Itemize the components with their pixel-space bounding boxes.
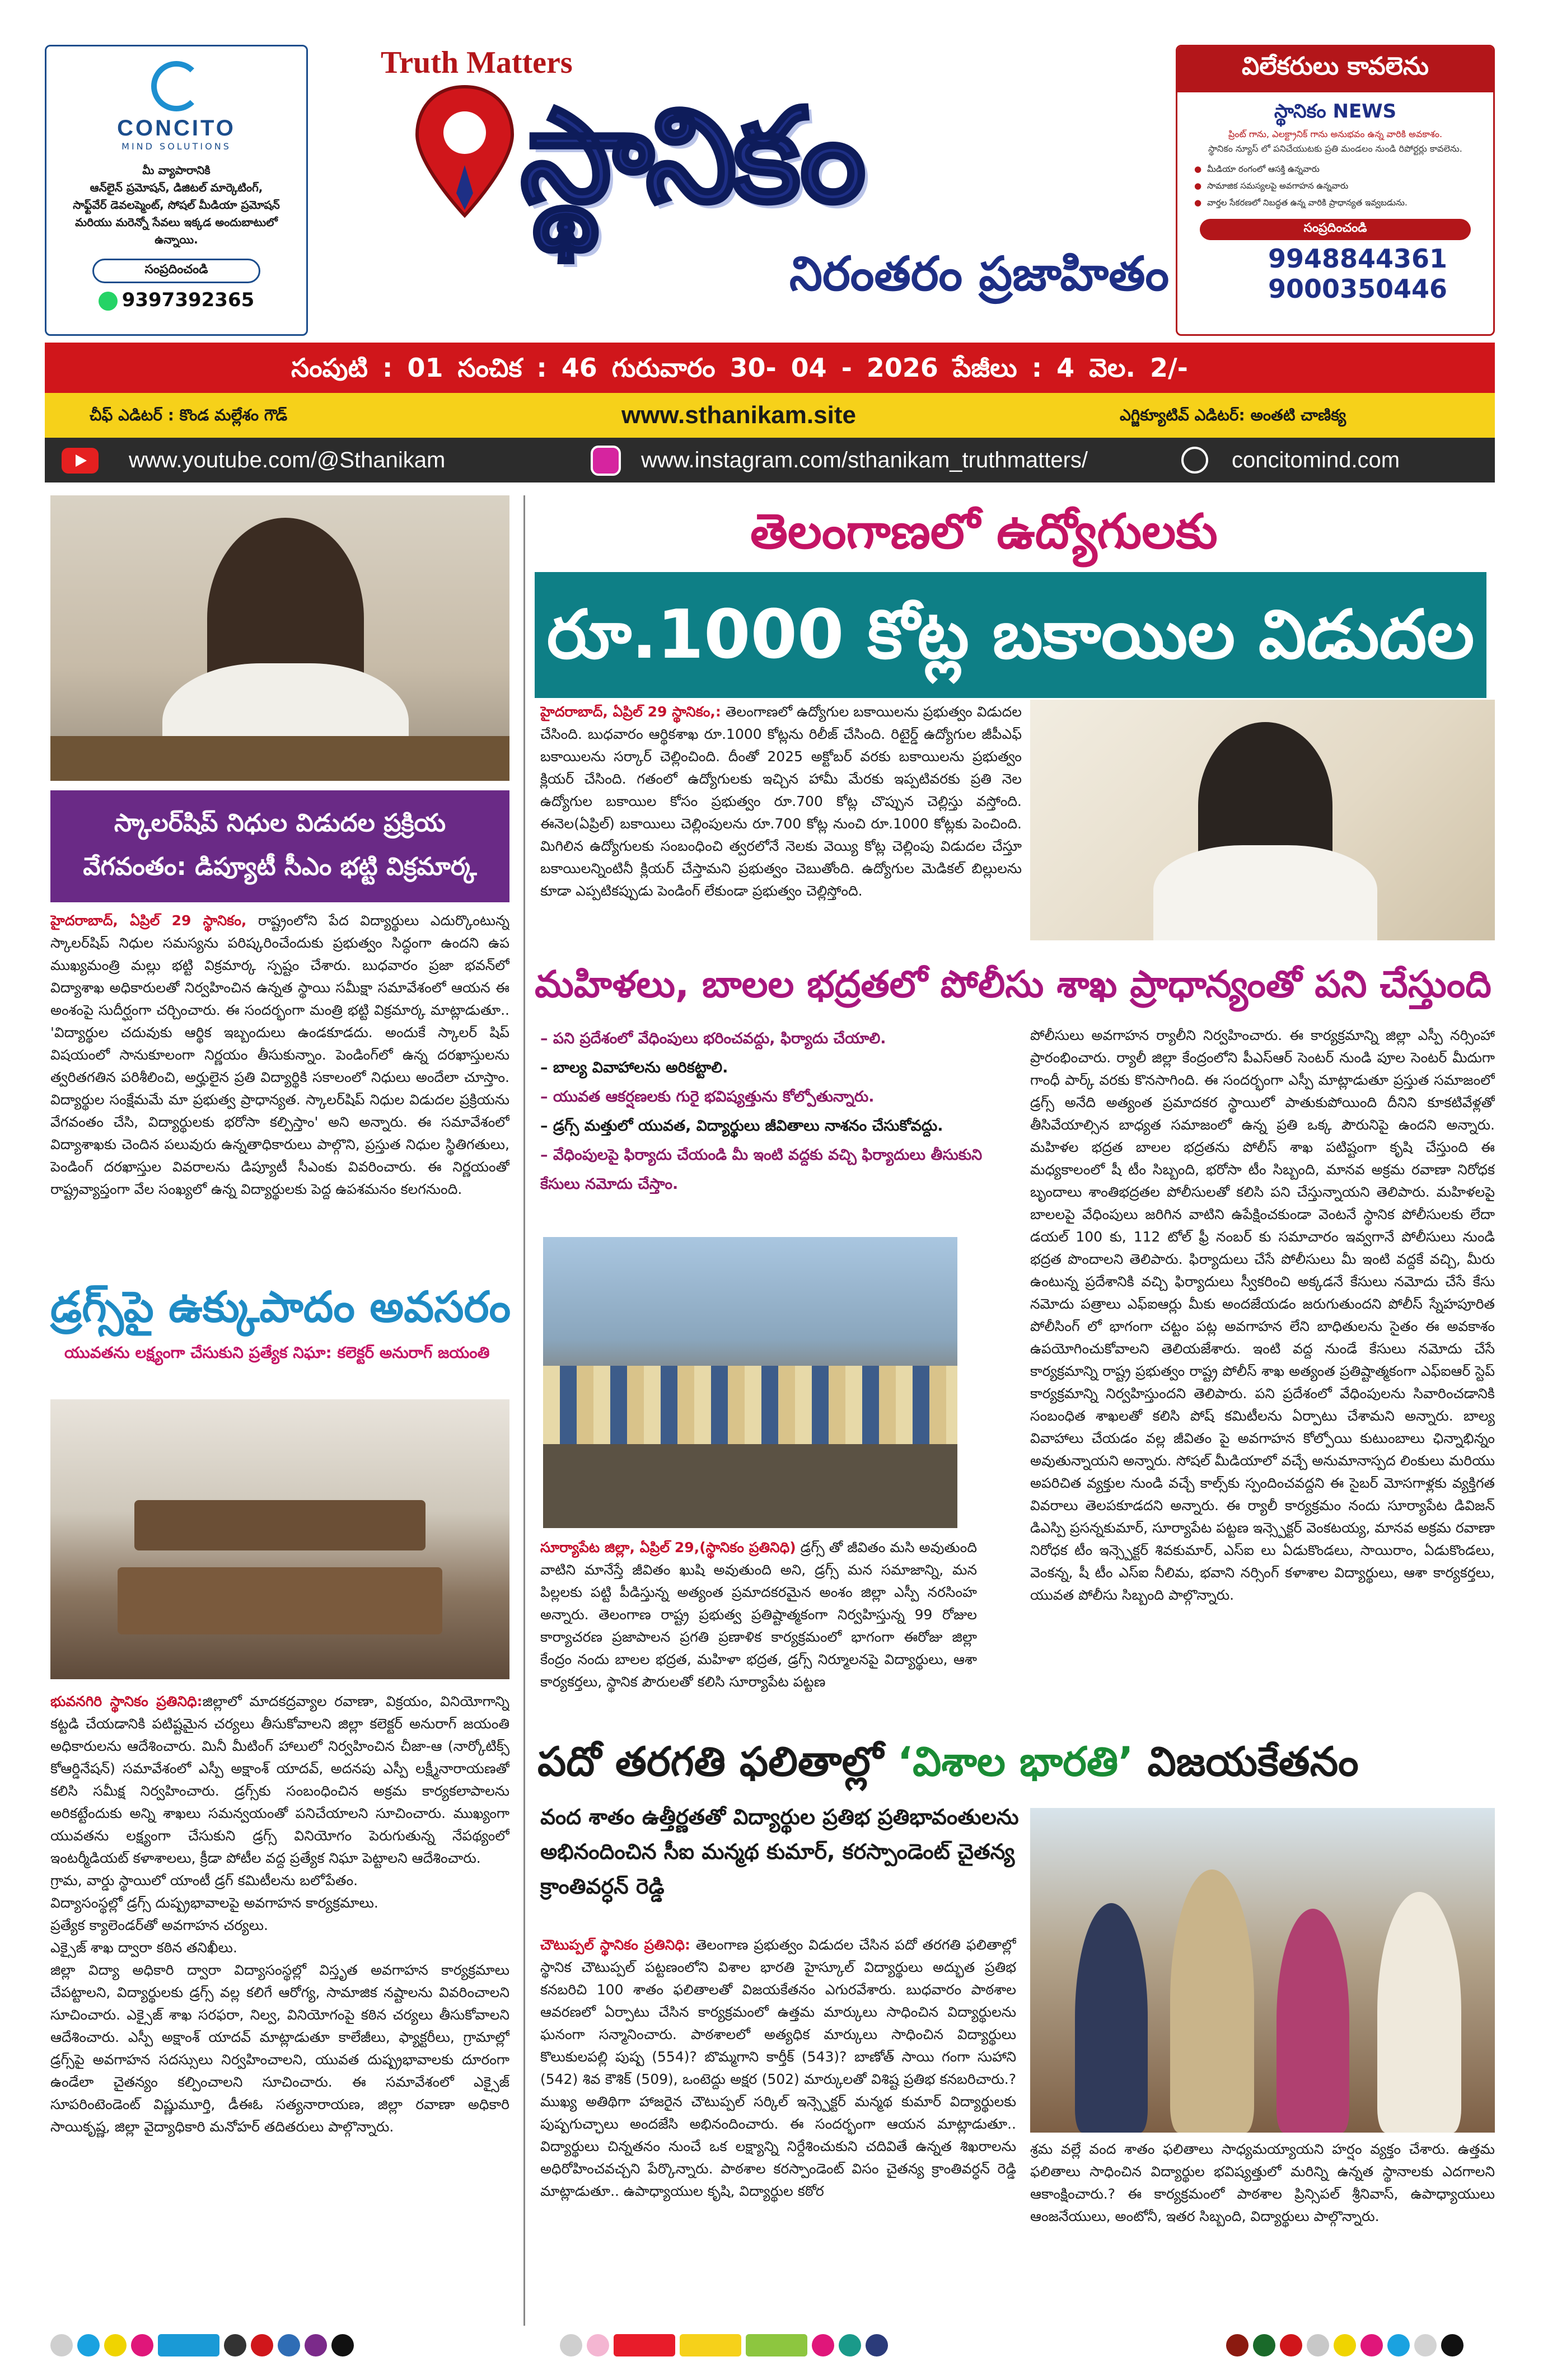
ad-line: మరియు మరెన్నో సేవలు ఇక్కడ అందుబాటులో ఉన్నాయి. xyxy=(75,215,278,246)
reporters-wanted-ad xyxy=(1176,45,1495,336)
list-item: ● వార్తల సేకరణలో నిబద్ధత ఉన్న వారికి ప్రాధాన్యత ఇవ్వబడును. xyxy=(1194,194,1476,211)
concito-brand: CONCITO xyxy=(117,116,236,140)
drugs-headline: డ్రగ్స్‌పై ఉక్కుపాదం అవసరం xyxy=(50,1282,511,1332)
arrears-body xyxy=(540,701,1022,947)
dateline: చౌటుప్పల్ స్థానికం ప్రతినిధి: xyxy=(540,1937,690,1953)
collector-meeting-photo xyxy=(50,1399,509,1679)
article-text: పోలీసులు అవగాహన ర్యాలీని నిర్వహించారు. ఈ కార్యక్రమాన్ని జిల్లా ఎస్పీ నర్సింహా ప్రారంభించారు. ర్యాలీ జిల్లా కేంద్రంలోని పీఎస్ఆర్ సెంటర్ నుండి పూల సెంటర్ మీదుగా గాంధీ పార్క్ వరకు కొనసాగింది. ఈ సందర్భంగా ఎస్పీ మాట్లాడుతూ ప్రస్తుత సమాజంలో డ్రగ్స్ అనేది అత్యంత ప్రమాదకర స్థాయిలో పాతుకుపోయింది దీనిని కూకటివేళ్లతో తీసివేయాల్సిన బాధ్యత సమాజంలో ఉన్న ప్రతి ఒక్క పౌరునిపై ఉందని అన్నారు. మహిళల భద్రత బాలల భద్రతను పోలీస్ శాఖ పటిష్టంగా కృషి చేస్తుంది ఈ మధ్యకాలంలో షీ టీం సిబ్బంది, భరోసా టీం సిబ్బంది, మానవ అక్రమ రవాణా నిరోధక బృందాలు శాంతిభద్రతల పోలీసులతో కలిసి పని చేస్తున్నాయని తెలిపారు. మహిళలపై బాలలపై వేధింపులు జరిగిన వాటిని ఉపేక్షించకుండా వెంటనే స్థానిక పోలీసులకు లేదా డయల్ 100 కు, 112 టోల్ ఫ్రీ నంబర్ కు సమాచారం ఇవ్వగానే పోలీసులు నుండి భద్రత పొందాలని తెలిపారు. ఫిర్యాదులు చేసే పోలీసులు మీ ఇంటి వద్దకే వచ్చి, మీరు ఉంటున్న ప్రదేశానికి వచ్చి ఫిర్యాదులు స్వీకరించి అక్కడనే కేసులు నమోదు చేసే కేసు నమోదు పత్రాలు ఎఫ్ఐఆర్లు మీకు అందజేయడం జరుగుతుందని పోలీస్ స్నేహపూరిత పోలీసింగ్ లో భాగంగా చట్టం పట్ల అవగాహన లేని బాధితులను సైతం ఈ అవకాశం ఉపయోగించుకోవాలని తెలియజేశారు. ఇంటి వద్ద నుండే కేసులు నమోదు చేసే కార్యక్రమాన్ని రాష్ట్ర ప్రభుత్వం రాష్ట్ర పోలీస్ శాఖ అత్యంత ప్రతిష్టాత్మకంగా ఎఫ్ఐఆర్ స్టెప్ కార్యక్రమాన్ని నిర్వహిస్తుందని తెలిపారు. పని ప్రదేశంలో వేధింపులను సివారించడానికి సంబంధిత శాఖలతో కలిసి పోష్ కమిటీలను ఏర్పాటు చేశామని అన్నారు. బాల్య వివాహాలు చేయడం వల్ల జీవితం పై అవగాహన కోల్పోయి కుటుంబాలు ఛిన్నాభిన్నం అవుతున్నాయని అన్నారు. సోషల్ మీడియాలో వచ్చే అనుమానాస్పద లింకులు మరియు అపరిచిత వ్యక్తుల నుండి వచ్చే కాల్స్‌కు స్పందించవద్దని ఈ సైబర్ మోసగాళ్లకు వ్యక్తిగత వివరాలు తెలపకూడదని అన్నారు. ఈ ర్యాలీ కార్యక్రమం నందు సూర్యాపేట డివిజన్ డిఎస్పి ప్రసన్నకుమార్, సూర్యాపేట పట్టణ ఇన్స్పెక్టర్ వెంకటయ్య, మానవ అక్రమ రవాణా నిరోధక టీం ఇన్స్పెక్టర్ శివకుమార్, ఎస్ఐ లు ఏడుకొండలు, సాయిరాం, ఏడుకొండలు, వెంకన్న, షీ టీం ఎస్ఐ నీలిమ, భవాని నర్సింగ్ కళాశాల విద్యార్థులు, ఆశా కార్యకర్తలు, యువత పోలీసు సిబ్బంది పాల్గొన్నారు. xyxy=(1030,1027,1495,1603)
concito-brand-sub: MIND SOLUTIONS xyxy=(121,141,231,152)
reporters-ad-text: స్థానికం న్యూస్ లో పనిచేయుటకు ప్రతి మండలం నుండి రిపోర్టర్లు కావలెను. xyxy=(1208,143,1462,154)
scholarship-body xyxy=(50,910,509,1268)
site-link[interactable]: concitomind.com xyxy=(1232,448,1400,472)
list-item: – డ్రగ్స్ మత్తులో యువత, విద్యార్థులు జీవితాలు నాశనం చేసుకోవద్దు. xyxy=(540,1112,1016,1141)
list-item: – పని ప్రదేశంలో వేధింపులు భరించవద్దు, ఫిర్యాదు చేయాలి. xyxy=(540,1024,1016,1053)
drugs-body xyxy=(50,1690,509,2323)
ad-line: మీ వ్యాపారానికి xyxy=(142,163,211,177)
article-text: జిల్లా విద్యా అధికారి ద్వారా విద్యాసంస్థల్లో విస్తృత అవగాహన కార్యక్రమాలు చేపట్టాలని, విద్యార్థులకు డ్రగ్స్ వల్ల కలిగే ఆరోగ్య, సామాజిక నష్టాలను వివరించాలని సూచించారు. ఎక్సైజ్ శాఖ సరఫరా, నిల్వ, వినియోగంపై కఠిన చర్యలు తీసుకోవాలని ఆదేశించారు. ఎస్పీ అక్షాంశ్ యాదవ్ మాట్లాడుతూ కాలేజీలు, ఫ్యాక్టరీలు, గ్రామాల్లో డ్రగ్స్‌పై అవగాహన సదస్సులు నిర్వహించాలని, యువత దుష్ప్రభావాలకు దూరంగా ఉండేలా చైతన్యం కల్పించాలని సూచించారు. ఈ సమావేశంలో ఎక్సైజ్ సూపరింటెండెంట్ విష్ణుమూర్తి, డీఈఓ సత్యనారాయణ, జిల్లా రవాణా అధికారి సాయికృష్ణ, జిల్లా వైద్యాధికారి మనోహర్ తదితరులు పాల్గొన్నారు. xyxy=(50,1962,509,2135)
contact-label: సంప్రదించండి xyxy=(92,259,260,283)
list-item: ప్రత్యేక క్యాలెండర్‌తో అవగాహన చర్యలు. xyxy=(50,1917,268,1933)
arrears-headline: రూ.1000 కోట్ల బకాయిల విడుదల xyxy=(535,572,1486,698)
instagram-icon xyxy=(591,446,621,476)
reporters-ad-bullets xyxy=(1177,156,1493,215)
contact-label: సంప్రదించండి xyxy=(1200,219,1471,240)
dateline: హైదరాబాద్, ఏప్రిల్ 29 స్థానికం,: xyxy=(540,704,721,720)
list-item: విద్యాసంస్థల్లో డ్రగ్స్ దుష్ప్రభావాలపై అవగాహన కార్యక్రమాలు. xyxy=(50,1895,378,1911)
reporters-ad-text: ప్రింట్ గాను, ఎలక్ట్రానిక్ గాను అనుభవం ఉన్న వారికి అవకాశం. xyxy=(1228,129,1443,139)
headline-suffix: విజయకేతనం xyxy=(1133,1738,1359,1785)
article-text: డ్రగ్స్ తో జీవితం మసి అవుతుంది వాటిని మానేస్తే జీవితం ఖుషి అవుతుంది అని, డ్రగ్స్ మన సమాజాన్ని, మన పిల్లలకు పట్టి పీడిస్తున్న అత్యంత ప్రమాదకరమైన అంశం జిల్లా ఎస్పీ నరసింహ అన్నారు. తెలంగాణ రాష్ట్ర ప్రభుత్వ ప్రతిష్టాత్మకంగా నిర్వహిస్తున్న 99 రోజుల కార్యాచరణ ప్రజాపాలన ప్రగతి ప్రణాళిక కార్యక్రమంలో భాగంగా ఈరోజు జిల్లా కేంద్రం నందు బాలల భద్రత, మహిళా భద్రత, డ్రగ్స్ నిర్మూలనపై విద్యార్థులు, ఆశా కార్యకర్తలు, స్థానిక పౌరులతో కలిసి సూర్యాపేట పట్టణ xyxy=(540,1539,977,1690)
instagram-link[interactable]: www.instagram.com/sthanikam_truthmatters/ xyxy=(641,448,1088,472)
school-felicitation-photo xyxy=(1030,1808,1495,2133)
police-headline: మహిళలు, బాలల భద్రతలో పోలీసు శాఖ ప్రాధాన్యంతో పని చేస్తుంది xyxy=(535,963,1491,1006)
dateline: భువనగిరి స్థానికం ప్రతినిధి: xyxy=(50,1693,203,1709)
school-body-right xyxy=(1030,2138,1495,2323)
article-text: శ్రమ వల్లే వంద శాతం ఫలితాలు సాధ్యమయ్యాయని హర్షం వ్యక్తం చేశారు. ఉత్తమ ఫలితాలు సాధించిన విద్యార్థుల భవిష్యత్తులో మరిన్ని ఉన్నత స్థానాలకు ఎదగాలని ఆకాంక్షించారు.? ఈ కార్యక్రమంలో పాఠశాల ప్రిన్సిపల్ శ్రీనివాస్, ఉపాధ్యాయులు ఆంజనేయులు, అంటోనీ, ఇతర సిబ్బంది, విద్యార్థులు పాల్గొన్నారు. xyxy=(1030,2141,1495,2224)
issue-strip: సంపుటి : 01 సంచిక : 46 గురువారం 30- 04 - 2026 పేజీలు : 4 వెల. 2/- xyxy=(45,343,1495,393)
police-body-right xyxy=(1030,1024,1495,1724)
headline-line: వేగవంతం: డిప్యూటీ సీఎం భట్టి విక్రమార్క xyxy=(83,852,477,881)
article-text: జిల్లాలో మాదకద్రవ్యాల రవాణా, విక్రయం, వినియోగాన్ని కట్టడి చేయడానికి పటిష్టమైన చర్యలు తీసుకోవాలని జిల్లా కలెక్టర్ అనురాగ్ జయంతి అధికారులను ఆదేశించారు. మినీ మీటింగ్ హాలులో నిర్వహించిన చీజా-ఆ (నార్కోటిక్స్ కోఆర్డినేషన్) సమావేశంలో ఎస్పీ అక్షాంశ్ యాదవ్, అదనపు ఎస్పీ లక్ష్మీనారాయణతో కలిసి సమీక్ష నిర్వహించారు. డ్రగ్స్‌కు సంబంధించిన అక్రమ కార్యకలాపాలను అరికట్టేందుకు అన్ని శాఖలు సమన్వయంతో పనిచేయాలని సూచించారు. ముఖ్యంగా యువతను లక్ష్యంగా చేసుకుని డ్రగ్స్ వినియోగం పెరుగుతున్న నేపథ్యంలో ఇంటర్మీడియట్ కళాశాలలు, క్రీడా పోటీల వద్ద ప్రత్యేక నిఘా పెట్టాలని ఆదేశించారు. xyxy=(50,1693,509,1866)
list-item: ● మీడియా రంగంలో ఆసక్తి ఉన్నవారు xyxy=(1194,161,1476,177)
executive-editor: ఎగ్జిక్యూటివ్ ఎడిటర్: అంతటి చాణిక్య xyxy=(1120,406,1346,424)
arrears-kicker: తెలంగాణలో ఉద్యోగులకు xyxy=(750,504,1218,560)
concito-ad-text xyxy=(46,162,306,249)
list-item: – బాల్య వివాహాలను అరికట్టాలి. xyxy=(540,1053,1016,1083)
article-text: తెలంగాణలో ఉద్యోగుల బకాయిలను ప్రభుత్వం విడుదల చేసింది. బుధవారం ఆర్థికశాఖ రూ.1000 కోట్లను రిలీజ్ చేసింది. రిటైర్డ్ ఉద్యోగుల జీపీఎఫ్ బకాయిలను సర్కార్ చెల్లించింది. దీంతో 2025 అక్టోబర్ వరకు బకాయిలను ప్రభుత్వం క్లియర్ చేసింది. గతంలో ఉద్యోగులకు ఇచ్చిన హామీ మేరకు ఇప్పటివరకు ప్రతి నెల ఉద్యోగుల బకాయిల కోసం ప్రభుత్వం రూ.700 కోట్ల చొప్పున చెల్లిస్తు వస్తోంది. ఈనెల(ఏప్రిల్) బకాయిలు చెల్లింపులను రూ.700 కోట్ల నుంచి రూ.1000 కోట్లకు పెంచింది. మిగిలిన ఉద్యోగులకు సంబంధించి త్వరలోనే నెలకు వెయ్యి కోట్ల చెల్లింపు విడుదల చేస్తూ బకాయిలన్నింటినీ క్లియర్ చేస్తామని ప్రభుత్వం చెబుతోంది. ఉద్యోగుల మెడికల్ బిల్లులను కూడా ఎప్పటికప్పుడు పెండింగ్ లేకుండా ప్రభుత్వం చెల్లిస్తోంది. xyxy=(540,704,1022,899)
school-deck: వంద శాతం ఉత్తీర్ణతతో విద్యార్థుల ప్రతిభ ప్రతిభావంతులను అభినందించిన సీఐ మన్మథ కుమార్, కరస్పాండెంట్ చైతన్య క్రాంతివర్ధన్ రెడ్డి xyxy=(540,1805,1019,1899)
reporters-phones xyxy=(1177,243,1493,304)
registration-dots-center xyxy=(560,2334,892,2359)
whatsapp-icon xyxy=(99,292,118,311)
ad-line: ఆన్‌లైన్ ప్రమోషన్, డిజిటల్ మార్కెటింగ్, xyxy=(90,181,263,194)
youtube-icon xyxy=(62,448,99,474)
list-item: గ్రామ, వార్డు స్థాయిలో యాంటీ డ్రగ్ కమిటీలను బలోపేతం. xyxy=(50,1872,358,1889)
masthead-title: స్థానికం xyxy=(521,82,863,231)
registration-dots-right xyxy=(1226,2334,1468,2359)
dateline: సూర్యాపేట జిల్లా, ఏప్రిల్ 29,(స్థానికం ప్రతినిధి) xyxy=(540,1539,796,1556)
masthead-subtitle: నిరంతరం ప్రజాహితం xyxy=(789,246,1170,301)
headline-line: స్కాలర్‌షిప్ నిధుల విడుదల ప్రక్రియ xyxy=(114,809,446,837)
chief-editor: చీఫ్ ఎడిటర్ : కొండ మల్లేశం గౌడ్ xyxy=(90,406,288,424)
list-item: – యువత ఆకర్షణలకు గురై భవిష్యత్తును కోల్పోతున్నారు. xyxy=(540,1083,1016,1112)
list-item: – వేధింపులపై ఫిర్యాదు చేయండి మీ ఇంటి వద్దకు వచ్చి ఫిర్యాదులు తీసుకుని కేసులు నమోదు చేస్తాం. xyxy=(540,1141,1016,1199)
column-divider xyxy=(523,495,525,2326)
phone-number: 9948844361 xyxy=(1268,243,1448,274)
school-body xyxy=(540,1934,1016,2326)
concito-phone-number: 9397392365 xyxy=(121,289,255,311)
reporters-ad-header: విలేకరులు కావలెను xyxy=(1177,46,1493,92)
phone-number: 9000350446 xyxy=(1268,274,1448,304)
youtube-link[interactable]: www.youtube.com/@Sthanikam xyxy=(129,448,446,472)
police-rally-photo xyxy=(543,1237,957,1528)
ad-line: సాఫ్ట్‌వేర్ డెవలప్మెంట్, సోషల్ మీడియా ప్రమోషన్ xyxy=(73,198,280,212)
concito-logo-icon xyxy=(151,61,202,111)
list-item: ● సామాజిక సమస్యలపై అవగాహన ఉన్నవారు xyxy=(1194,177,1476,194)
drugs-subhead: యువతను లక్ష్యంగా చేసుకుని ప్రత్యేక నిఘా: కలెక్టర్ అనురాగ్ జయంతి xyxy=(64,1343,490,1362)
revanth-photo xyxy=(1030,700,1495,940)
list-item: ఎక్సైజ్ శాఖ ద్వారా కఠిన తనిఖీలు. xyxy=(50,1939,237,1956)
social-strip xyxy=(45,438,1495,482)
article-text: తెలంగాణ ప్రభుత్వం విడుదల చేసిన పదో తరగతి ఫలితాల్లో స్థానిక చౌటుప్పల్ పట్టణంలోని విశాల భారతి హైస్కూల్ విద్యార్థులు అద్భుత ప్రతిభ కనబరిచి 100 శాతం ఫలితాలతో విజయకేతనం ఎగురవేశారు. బుధవారం పాఠశాల ఆవరణలో ఏర్పాటు చేసిన కార్యక్రమంలో ఉత్తమ మార్కులు సాధించిన విద్యార్థులను ఘనంగా సన్మానించారు. పాఠశాలలో అత్యధిక మార్కులు సాధించిన విద్యార్థులు కొలుకులపల్లి పుష్ప (554)? బొమ్మగాని కార్తీక్ (543)? బాణోత్ సాయి గంగా సుహాని (542) శివ కౌశిక్ (509), ఒంటెద్దు అక్షర (502) మార్కులతో విశిష్ట ప్రతిభ కనబరిచారు.? ముఖ్య అతిథిగా హాజరైన చౌటుప్పల్ సర్కిల్ ఇన్స్పెక్టర్ మన్మథ కుమార్ విద్యార్థులకు పుష్పగుచ్ఛాలు అందజేసి అభినందించారు. ఈ సందర్భంగా ఆయన మాట్లాడుతూ.. విద్యార్థులు చిన్నతనం నుంచే ఒక లక్ష్యాన్ని నిర్దేశించుకుని చదివితే ఉన్నత శిఖరాలను అధిరోహించవచ్చని పేర్కొన్నారు. పాఠశాల కరస్పాండెంట్ విసం చైతన్య క్రాంతివర్ధన్ రెడ్డి మాట్లాడుతూ.. ఉపాధ్యాయుల కృషి, విద్యార్థుల కఠోర xyxy=(540,1937,1016,2199)
headline-prefix: పదో తరగతి ఫలితాల్లో xyxy=(537,1738,897,1785)
police-bullets xyxy=(540,1024,1016,1199)
police-body-left xyxy=(540,1536,977,1727)
website-link[interactable]: www.sthanikam.site xyxy=(621,401,856,429)
headline-highlight: ‘విశాల భారతి’ xyxy=(897,1738,1134,1785)
map-pin-pen-icon xyxy=(412,81,518,221)
masthead-tagline: Truth Matters xyxy=(381,45,573,80)
globe-icon xyxy=(1181,447,1208,474)
bhatti-photo xyxy=(50,495,509,781)
concito-phone xyxy=(46,289,306,311)
concito-ad xyxy=(45,45,308,336)
registration-dots-left xyxy=(50,2334,358,2359)
credits-strip xyxy=(45,393,1495,438)
dateline: హైదరాబాద్, ఏప్రిల్ 29 స్థానికం, xyxy=(50,912,247,929)
article-text: రాష్ట్రంలోని పేద విద్యార్థులు ఎదుర్కొంటున్న స్కాలర్‌షిప్ నిధుల సమస్యను పరిష్కరించేందుకు ప్రభుత్వం సిద్ధంగా ఉందని ఉప ముఖ్యమంత్రి మల్లు భట్టి విక్రమార్క స్పష్టం చేశారు. బుధవారం ప్రజా భవన్‌లో విద్యాశాఖ అధికారులతో నిర్వహించిన ఉన్నత స్థాయి సమీక్షా సమావేశంలో ఆయన ఈ అంశంపై సుదీర్ఘంగా చర్చించారు. ఈ సందర్భంగా మంత్రి భట్టి విక్రమార్క మాట్లాడుతూ.. 'విద్యార్థుల చదువుకు ఆర్థిక ఇబ్బందులు ఉండకూడదు. అందుకే స్కాలర్ షిప్ విషయంలో సానుకూలంగా నిర్ణయం తీసుకున్నాం. పెండింగ్‌లో ఉన్న దరఖాస్తులను త్వరితగతిన పరిశీలించి, అర్హులైన ప్రతి విద్యార్థికి సకాలంలో నిధులు అందేలా చూస్తాం. విద్యార్థుల సంక్షేమమే మా ప్రభుత్వ ప్రాధాన్యత. స్కాలర్‌షిప్ నిధుల విడుదల ప్రక్రియను వేగవంతం చేసి, విద్యార్థులకు భరోసా కల్పిస్తాం' అని అన్నారు. ఈ సమావేశంలో విద్యాశాఖకు చెందిన పలువురు ఉన్నతాధికారులు పాల్గొని, ప్రస్తుత నిధుల స్థితిగతులు, పెండింగ్ దరఖాస్తుల వివరాలను డిప్యూటీ సీఎంకు వివరించారు. ఈ నిర్ణయంతో రాష్ట్రవ్యాప్తంగా వేల సంఖ్యలో ఉన్న విద్యార్థులకు పెద్ద ఉపశమనం కలగనుంది. xyxy=(50,912,509,1197)
school-headline xyxy=(537,1738,1359,1795)
sthanikam-news-logo: స్థానికం NEWS xyxy=(1274,100,1397,123)
scholarship-headline xyxy=(50,790,509,902)
